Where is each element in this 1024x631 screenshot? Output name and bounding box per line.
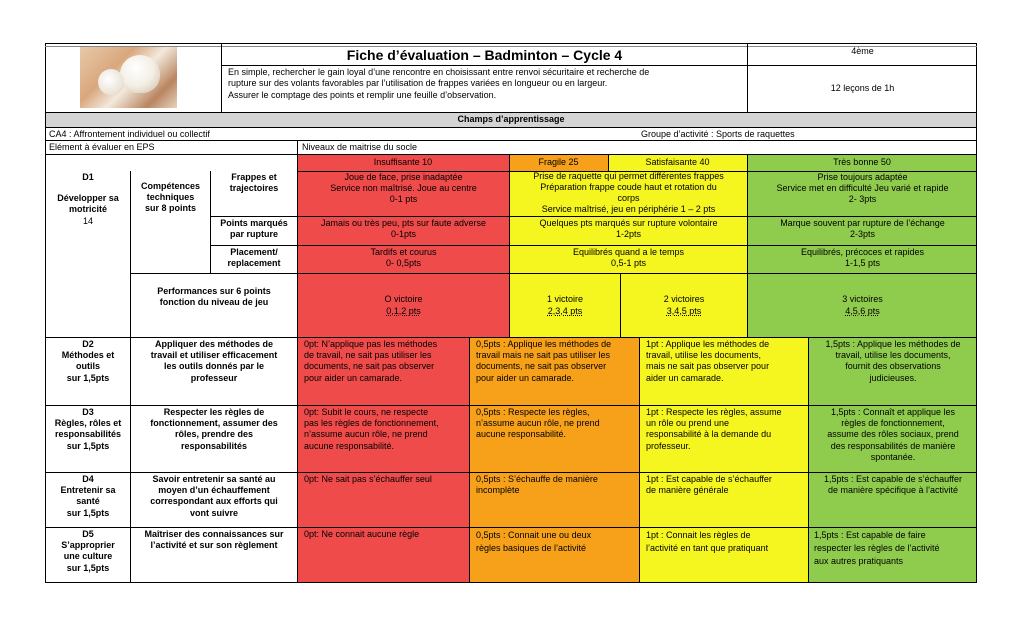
d5-competence: Maîtriser des connaissances sur l’activité et sur son règlement xyxy=(144,529,284,551)
d2-label: D2 Méthodes et outils sur 1,5pts xyxy=(61,339,115,383)
niveaux-label: Niveaux de maitrise du socle xyxy=(302,142,418,152)
champs-apprentissage: Champs d’apprentissage xyxy=(457,114,565,124)
level-satisfaisante: Satisfaisante 40 xyxy=(645,157,710,167)
performances-tres-bonne: 3 victoires 4,5,6 pts xyxy=(842,294,883,316)
frappes-tres-bonne: Prise toujours adaptée Service met en difficulté Jeu varié et rapide 2- 3pts xyxy=(776,172,949,205)
ca4-label: CA4 : Affrontement individuel ou collectif xyxy=(49,129,210,139)
description-line: rupture sur des volants favorables par l’utilisation de frappes variées en longueur ou en largeur. xyxy=(228,78,608,89)
d3-fragile: 0,5pts : Respecte les règles, n’assume aucun rôle, ne prend aucune responsabilité. xyxy=(476,407,600,440)
frappes-insuffisante: Joue de face, prise inadaptée Service non maîtrisé. Joue au centre 0-1 pts xyxy=(330,172,477,205)
d4-insuffisante: 0pt: Ne sait pas s’échauffer seul xyxy=(304,474,432,484)
d2-satisfaisante: 1pt : Applique les méthodes de travail, utilise les documents, mais ne sait pas observer pour aider un camarade. xyxy=(646,339,770,383)
performances-label: Performances sur 6 points fonction du niveau de jeu xyxy=(157,286,271,308)
d3-insuffisante: 0pt: Subit le cours, ne respecte pas les règles de fonctionnement, n’assume aucun rôle, ne prend aucune responsabilité. xyxy=(304,407,439,451)
placement-tres-bonne: Equilibrés, précoces et rapides 1-1,5 pts xyxy=(800,247,925,269)
frappes-fragile-satisfaisante: Prise de raquette qui permet différentes frappes Préparation frappe coude haut et rotation du corps Service maîtrisé, jeu en périphérie 1 – 2 pts xyxy=(533,171,724,214)
level-insuffisante: Insuffisante 10 xyxy=(373,157,433,167)
d4-satisfaisante: 1pt : Est capable de s’échauffer de manière générale xyxy=(646,474,772,496)
d3-label: D3 Règles, rôles et responsabilités sur 1,5pts xyxy=(54,407,122,451)
d5-fragile: 0,5pts : Connait une ou deux règles basiques de l’activité xyxy=(476,530,592,553)
shuttlecock-cork-icon xyxy=(98,69,124,95)
performances-fragile: 1 victoire 2,3,4 pts xyxy=(546,294,583,316)
performances-satisfaisante: 2 victoires 3,4,5 pts xyxy=(663,294,705,316)
lessons-count: 12 leçons de 1h xyxy=(830,83,895,94)
placement-fragile-satisfaisante: Equilibrés quand a le temps 0,5-1 pts xyxy=(572,247,685,269)
points-label: Points marqués par rupture xyxy=(220,218,288,240)
page-title: Fiche d’évaluation – Badminton – Cycle 4 xyxy=(346,47,623,63)
d5-label: D5 S’approprier une culture sur 1,5pts xyxy=(61,529,115,573)
d5-tres-bonne: 1,5pts : Est capable de faire respecter les règles de l’activité aux autres pratiquants xyxy=(814,530,940,566)
element-label: Elément à évaluer en EPS xyxy=(49,142,155,152)
d1-label: D1 Développer sa motricité 14 xyxy=(57,172,119,226)
d5-insuffisante: 0pt: Ne connait aucune règle xyxy=(304,529,420,539)
d5-satisfaisante: 1pt : Connait les règles de l’activité en tant que pratiquant xyxy=(646,530,769,553)
d2-competence: Appliquer des méthodes de travail et utiliser efficacement les outils donnés par le professeur xyxy=(150,339,278,383)
performances-insuffisante: O victoire 0,1,2 pts xyxy=(384,294,423,316)
groupe-label: Groupe d’activité : Sports de raquettes xyxy=(641,129,795,139)
description-line: En simple, rechercher le gain loyal d’une rencontre en choisissant entre renvoi sécuritaire et recherche de xyxy=(228,67,650,77)
d4-tres-bonne: 1,5pts : Est capable de s’échauffer de manière spécifique à l’activité xyxy=(824,474,962,496)
placement-insuffisante: Tardifs et courus 0- 0,5pts xyxy=(370,247,437,269)
d4-fragile: 0,5pts : S’échauffe de manière incomplète xyxy=(476,474,598,496)
points-fragile-satisfaisante: Quelques pts marqués sur rupture volontaire 1-2pts xyxy=(539,218,718,240)
shuttlecock-photo xyxy=(80,47,177,108)
level-fragile: Fragile 25 xyxy=(538,157,579,167)
points-insuffisante: Jamais ou très peu, pts sur faute adverse 0-1pts xyxy=(320,218,487,240)
d3-satisfaisante: 1pt : Respecte les règles, assume un rôle ou prend une responsabilité à la demande du professeur. xyxy=(646,407,782,451)
placement-label: Placement/ replacement xyxy=(227,247,281,269)
description-line: Assurer le comptage des points et remplir une feuille d’observation. xyxy=(228,89,497,100)
d2-insuffisante: 0pt: N’applique pas les méthodes de travail, ne sait pas utiliser les documents, ne sait pas observer pour aider un camarade. xyxy=(304,339,438,383)
d1-competences: Compétences techniques sur 8 points xyxy=(140,181,201,214)
d3-competence: Respecter les règles de fonctionnement, assumer des rôles, prendre des responsabilités xyxy=(150,407,278,451)
d2-fragile: 0,5pts : Applique les méthodes de travail mais ne sait pas utiliser les documents, ne sait pas observer pour aider un camarade. xyxy=(476,339,612,383)
description xyxy=(228,67,746,111)
level-tres-bonne: Très bonne 50 xyxy=(833,157,891,167)
points-tres-bonne: Marque souvent par rupture de l’échange 2-3pts xyxy=(780,218,945,240)
level-label: 4ème xyxy=(851,46,874,56)
d3-tres-bonne: 1,5pts : Connaît et applique les règles de fonctionnement, assume des rôles sociaux, prend des responsabilités de manière spontanée. xyxy=(827,407,959,462)
d4-label: D4 Entretenir sa santé sur 1,5pts xyxy=(60,474,116,518)
d4-competence: Savoir entretenir sa santé au moyen d’un échauffement correspondant aux efforts qui vont suivre xyxy=(150,474,278,518)
frappes-label: Frappes et trajectoires xyxy=(229,172,279,194)
shuttlecock-icon xyxy=(120,55,160,93)
d2-tres-bonne: 1,5pts : Applique les méthodes de travail, utilise les documents, fournit des observations judicieuses. xyxy=(825,339,961,383)
